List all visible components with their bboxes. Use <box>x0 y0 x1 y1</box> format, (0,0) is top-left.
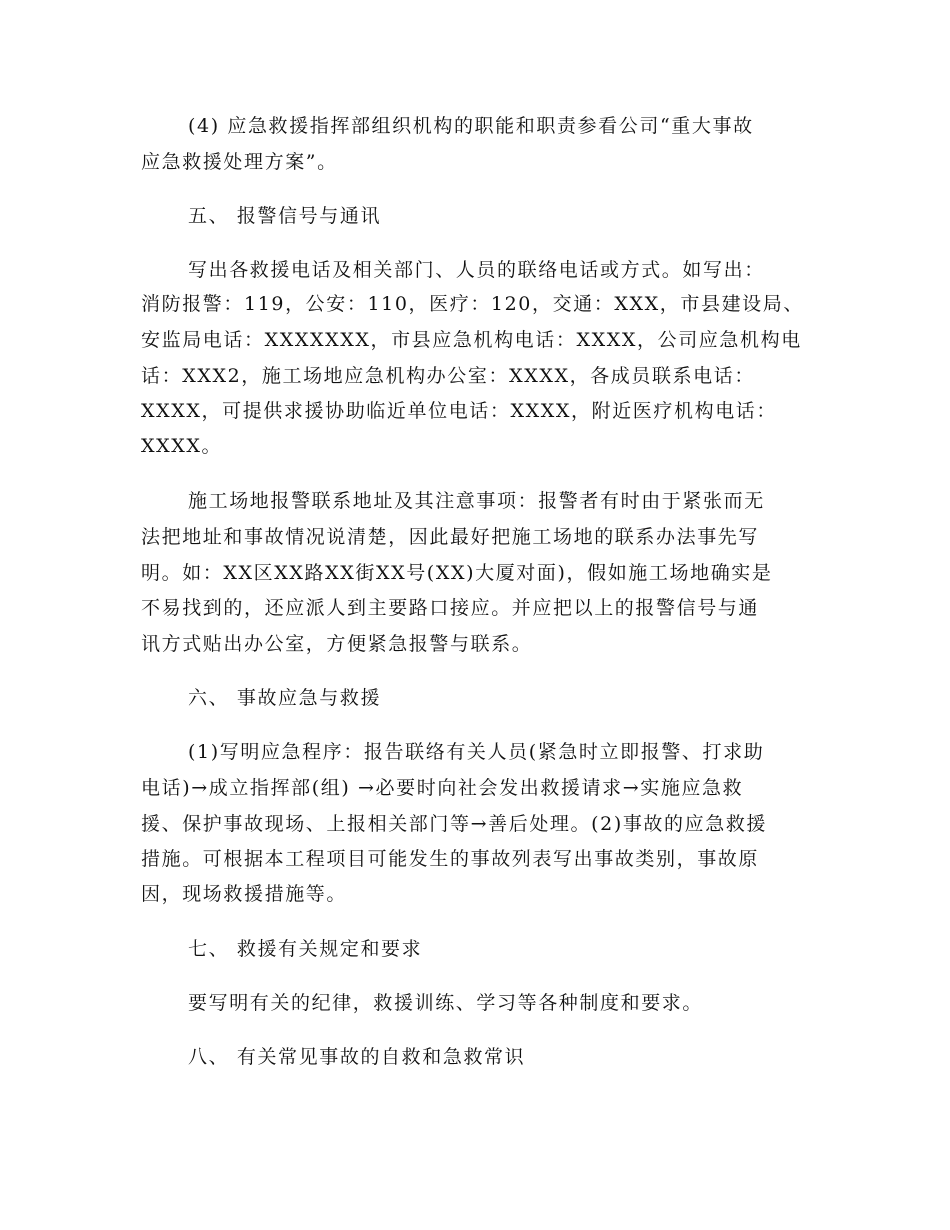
paragraph-line: 写出各救援电话及相关部门、人员的联络电话或方式。如写出： <box>188 259 765 281</box>
paragraph-line: 电话)→成立指挥部(组) →必要时向社会发出救援请求→实施应急救 <box>141 777 744 799</box>
paragraph-line: 消防报警：119，公安：110，医疗：120，交通：XXX，市县建设局、 <box>141 293 804 315</box>
section-heading: 五、 报警信号与通讯 <box>188 205 382 227</box>
paragraph-line: (4) 应急救援指挥部组织机构的职能和职责参看公司“重大事故 <box>188 115 754 137</box>
paragraph-line: 明。如：XX区XX路XX街XX号(XX)大厦对面)，假如施工场地确实是 <box>141 562 773 584</box>
section-heading: 六、 事故应急与救援 <box>188 687 382 709</box>
paragraph-line: 不易找到的，还应派人到主要路口接应。并应把以上的报警信号与通 <box>141 597 760 619</box>
paragraph-line: XXXX。 <box>141 435 223 457</box>
paragraph-line: XXXX，可提供求援协助临近单位电话：XXXX，附近医疗机构电话： <box>141 400 778 422</box>
paragraph-line: 因，现场救援措施等。 <box>141 883 348 905</box>
paragraph-line: 话：XXX2，施工场地应急机构办公室：XXXX，各成员联系电话： <box>141 365 755 387</box>
paragraph-line: (1)写明应急程序：报告联络有关人员(紧急时立即报警、打求助 <box>188 741 765 763</box>
section-heading: 八、 有关常见事故的自救和急救常识 <box>188 1046 526 1068</box>
paragraph-line: 措施。可根据本工程项目可能发生的事故列表写出事故类别，事故原 <box>141 848 760 870</box>
paragraph-line: 施工场地报警联系地址及其注意事项：报警者有时由于紧张而无 <box>188 490 765 512</box>
paragraph-line: 援、保护事故现场、上报相关部门等→善后处理。(2)事故的应急救援 <box>141 813 768 835</box>
paragraph-line: 应急救援处理方案”。 <box>141 151 338 173</box>
paragraph-line: 要写明有关的纪律，救援训练、学习等各种制度和要求。 <box>188 992 704 1014</box>
section-heading: 七、 救援有关规定和要求 <box>188 938 423 960</box>
paragraph-line: 安监局电话：XXXXXXX，市县应急机构电话：XXXX，公司应急机构电 <box>141 329 802 351</box>
paragraph-line: 法把地址和事故情况说清楚，因此最好把施工场地的联系办法事先写 <box>141 526 760 548</box>
paragraph-line: 讯方式贴出办公室，方便紧急报警与联系。 <box>141 633 533 655</box>
